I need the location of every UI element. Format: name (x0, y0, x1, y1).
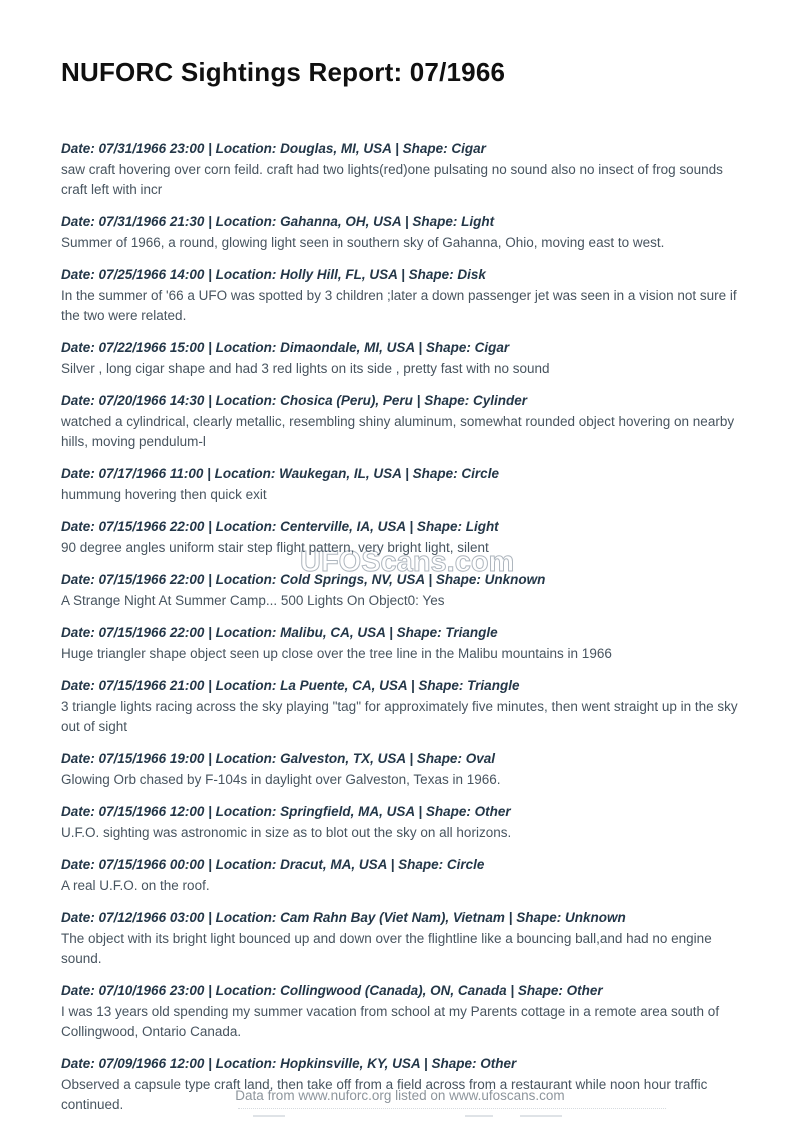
sighting-entry (61, 750, 739, 790)
sighting-description: A real U.F.O. on the roof. (61, 878, 210, 893)
sighting-entry (61, 982, 739, 1042)
sighting-entry (61, 140, 739, 200)
sighting-entry (61, 339, 739, 379)
sighting-entry (61, 266, 739, 326)
sighting-description: 3 triangle lights racing across the sky playing "tag" for approximately five minutes, then went straight up in the sky out of sight (61, 699, 738, 734)
sighting-header: Date: 07/17/1966 11:00 | Location: Waukegan, IL, USA | Shape: Circle (61, 466, 499, 481)
sighting-description: Glowing Orb chased by F-104s in daylight over Galveston, Texas in 1966. (61, 772, 501, 787)
sighting-description: watched a cylindrical, clearly metallic, resembling shiny aluminum, somewhat rounded object hovering on nearby hills, moving pendulum-l (61, 414, 735, 449)
sighting-description: In the summer of '66 a UFO was spotted by 3 children ;later a down passenger jet was seen in a vision not sure if the two were related. (61, 288, 737, 323)
sighting-entry (61, 1055, 739, 1115)
sighting-header: Date: 07/15/1966 22:00 | Location: Cold Springs, NV, USA | Shape: Unknown (61, 572, 546, 587)
sighting-entry (61, 677, 739, 737)
sighting-header: Date: 07/15/1966 00:00 | Location: Dracut, MA, USA | Shape: Circle (61, 857, 485, 872)
sighting-description: The object with its bright light bounced up and down over the flightline like a bouncing ball,and had no engine sound. (61, 931, 712, 966)
sighting-entry (61, 909, 739, 969)
sighting-header: Date: 07/22/1966 15:00 | Location: Dimaondale, MI, USA | Shape: Cigar (61, 340, 510, 355)
sighting-header: Date: 07/10/1966 23:00 | Location: Collingwood (Canada), ON, Canada | Shape: Other (61, 983, 603, 998)
sighting-description: 90 degree angles uniform stair step flight pattern, very bright light, silent (61, 540, 489, 555)
scan-artifact-dash (520, 1115, 562, 1117)
sighting-header: Date: 07/15/1966 12:00 | Location: Springfield, MA, USA | Shape: Other (61, 804, 511, 819)
sighting-description: U.F.O. sighting was astronomic in size as to blot out the sky on all horizons. (61, 825, 512, 840)
sighting-entry (61, 803, 739, 843)
sighting-header: Date: 07/20/1966 14:30 | Location: Chosica (Peru), Peru | Shape: Cylinder (61, 393, 527, 408)
sighting-description: A Strange Night At Summer Camp... 500 Lights On Object0: Yes (61, 593, 445, 608)
sighting-header: Date: 07/15/1966 19:00 | Location: Galveston, TX, USA | Shape: Oval (61, 751, 495, 766)
sighting-description: Huge triangler shape object seen up close over the tree line in the Malibu mountains in 1966 (61, 646, 612, 661)
sighting-description: Observed a capsule type craft land, then take off from a field across from a restaurant while noon hour traffic continued. (61, 1077, 708, 1112)
sighting-header: Date: 07/15/1966 22:00 | Location: Malibu, CA, USA | Shape: Triangle (61, 625, 498, 640)
sighting-header: Date: 07/25/1966 14:00 | Location: Holly Hill, FL, USA | Shape: Disk (61, 267, 486, 282)
sightings-list (61, 140, 739, 1128)
sighting-description: hummung hovering then quick exit (61, 487, 267, 502)
sighting-description: Silver , long cigar shape and had 3 red lights on its side , pretty fast with no sound (61, 361, 550, 376)
sighting-entry (61, 856, 739, 896)
footer-credit: Data from www.nuforc.org listed on www.ufoscans.com (235, 1088, 565, 1103)
sighting-entry (61, 518, 739, 558)
scan-artifact-dash (465, 1115, 493, 1117)
sighting-entry (61, 571, 739, 611)
sighting-header: Date: 07/31/1966 21:30 | Location: Gahanna, OH, USA | Shape: Light (61, 214, 495, 229)
scan-artifact-line (238, 1108, 666, 1109)
sighting-entry (61, 213, 739, 253)
scan-artifact-dash (253, 1115, 285, 1117)
sighting-header: Date: 07/12/1966 03:00 | Location: Cam Rahn Bay (Viet Nam), Vietnam | Shape: Unknown (61, 910, 626, 925)
sighting-header: Date: 07/09/1966 12:00 | Location: Hopkinsville, KY, USA | Shape: Other (61, 1056, 517, 1071)
sighting-header: Date: 07/31/1966 23:00 | Location: Douglas, MI, USA | Shape: Cigar (61, 141, 486, 156)
watermark-text: UFOScans.com (300, 546, 515, 578)
sighting-entry (61, 465, 739, 505)
sighting-entry (61, 624, 739, 664)
sighting-header: Date: 07/15/1966 22:00 | Location: Centerville, IA, USA | Shape: Light (61, 519, 499, 534)
sighting-entry (61, 392, 739, 452)
sighting-header: Date: 07/15/1966 21:00 | Location: La Puente, CA, USA | Shape: Triangle (61, 678, 520, 693)
sighting-description: Summer of 1966, a round, glowing light seen in southern sky of Gahanna, Ohio, moving east to west. (61, 235, 665, 250)
sighting-description: I was 13 years old spending my summer vacation from school at my Parents cottage in a remote area south of Collingwood, Ontario Canada. (61, 1004, 720, 1039)
report-title: NUFORC Sightings Report: 07/1966 (61, 57, 506, 87)
sighting-description: saw craft hovering over corn feild. craft had two lights(red)one pulsating no sound also no insect of frog sounds craft left with incr (61, 162, 723, 197)
